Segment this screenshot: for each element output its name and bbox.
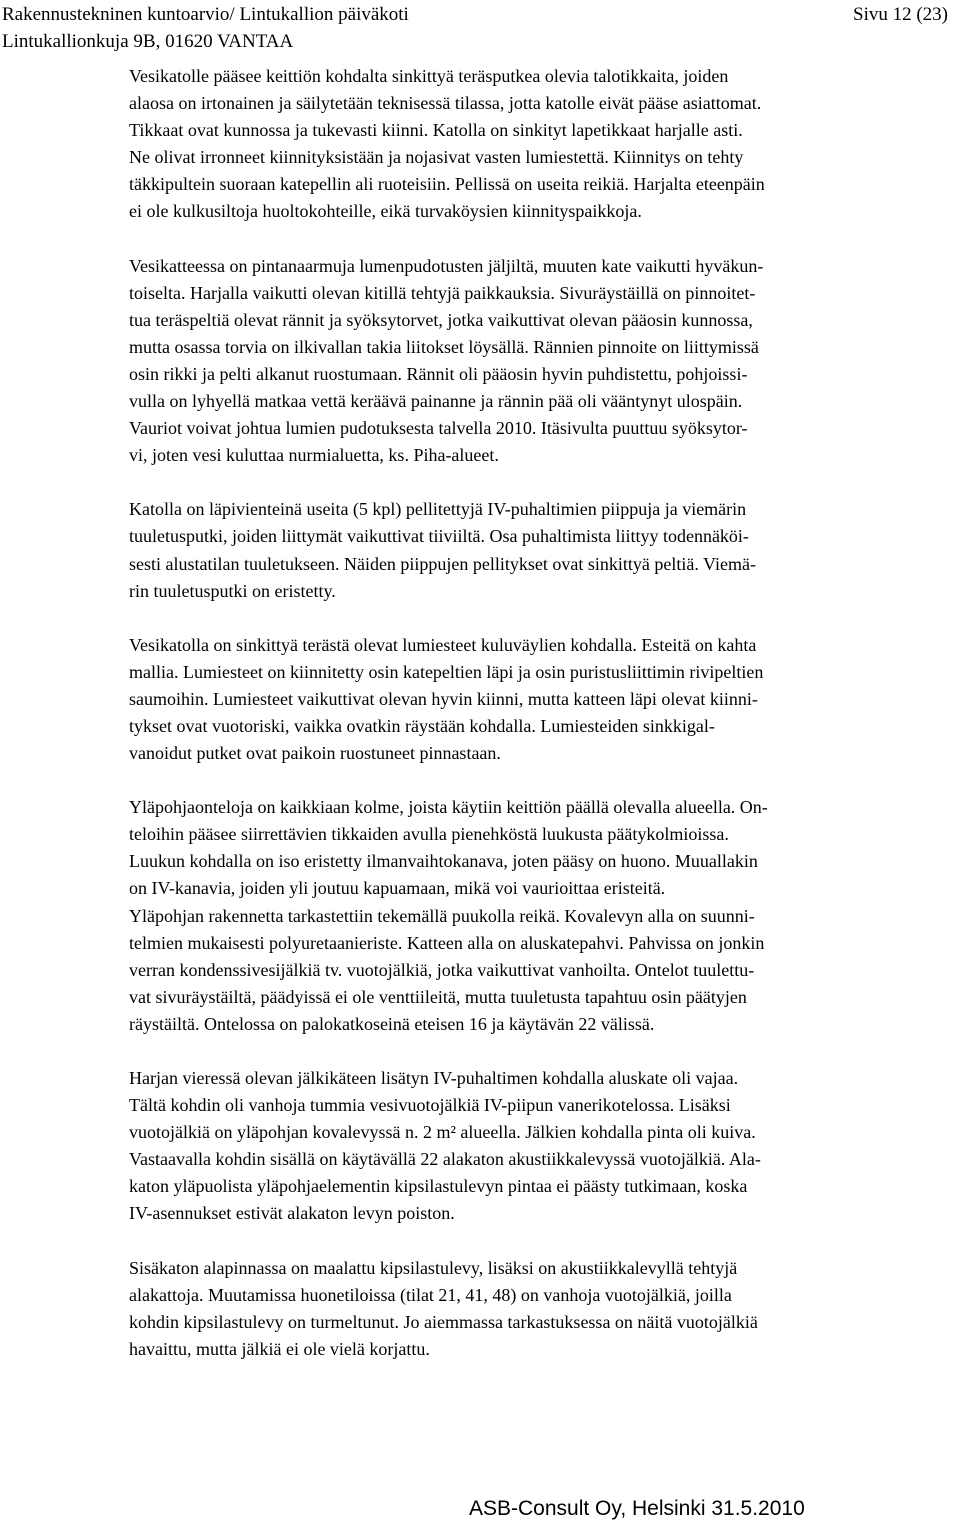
text-line: Vastaavalla kohdin sisällä on käytävällä 22 alakaton akustiikkalevyssä vuotojälkiä. Ala- [129,1149,761,1170]
text-line: teloihin pääsee siirrettävien tikkaiden avulla pienehköstä luukusta päätykolmioissa. [129,824,729,845]
text-line: saumoihin. Lumiesteet vaikuttivat olevan hyvin kiinni, mutta katteen läpi olevat kiinni- [129,688,758,709]
text-line: vulla on lyhyellä matkaa vettä keräävä painanne ja rännin pää oli vääntynyt ulospäin. [129,391,743,412]
text-line: Yläpohjan rakennetta tarkastettiin tekemällä puukolla reikä. Kovalevyn alla on suunni- [129,905,755,926]
paragraph [129,632,929,767]
text-line: vi, joten vesi kuluttaa nurmialuetta, ks. Piha-alueet. [129,445,499,466]
paragraph [129,794,929,1038]
text-line: täkkipultein suoraan katepellin ali ruoteisiin. Pellissä on useita reikiä. Harjalta eteenpäin [129,174,765,195]
text-line: telmien mukaisesti polyuretaanieriste. Katteen alla on aluskatepahvi. Pahvissa on jonkin [129,932,765,953]
text-line: Harjan vieressä olevan jälkikäteen lisätyn IV-puhaltimen kohdalla aluskate oli vajaa. [129,1068,739,1088]
text-line: vanoidut putket ovat paikoin ruostuneet pinnastaan. [129,743,501,764]
text-line: sesti alustatilan tuuletukseen. Näiden piippujen pellitykset ovat sinkittyä peltiä. Viemä- [129,553,756,574]
text-line: Luukun kohdalla on iso eristetty ilmanvaihtokanava, joten pääsy on huono. Muuallakin [129,851,758,872]
text-line: toiselta. Harjalla vaikutti olevan kitillä tehtyjä paikkauksia. Sivuräystäillä on pinnoitet- [129,282,756,303]
text-line: tykset ovat vuotoriski, vaikka ovatkin räystään kohdalla. Lumiesteiden sinkkigal- [129,715,715,736]
text-line: Vesikatolla on sinkittyä terästä olevat lumiesteet kuluväylien kohdalla. Esteitä on kahta [129,634,757,655]
text-line: mutta osassa torvia on ilkivallan takia liitokset löysällä. Rännien pinnoite on liittymissä [129,336,759,357]
text-line: katon yläpuolista yläpohjaelementin kipsilastulevyn pintaa ei päästy tutkimaan, koska [129,1176,748,1197]
page-header [0,0,960,54]
text-line: mallia. Lumiesteet on kiinnitetty osin katepeltien läpi ja osin puristusliittimin rivipeltien [129,661,764,682]
paragraph [129,496,929,604]
text-line: alaosa on irtonainen ja säilytetään teknisessä tilassa, jotta katolle eivät pääse asiattomat. [129,93,762,114]
text-line: ei ole kulkusiltoja huoltokohteille, eikä turvaköysien kiinnityspaikkoja. [129,201,642,222]
text-line: kohdin kipsilastulevy on turmeltunut. Jo aiemmassa tarkastuksessa on näitä vuotojälkiä [129,1311,758,1332]
paragraph [129,253,929,470]
text-line: alakattoja. Muutamissa huonetiloissa (tilat 21, 41, 48) on vanhoja vuotojälkiä, joilla [129,1284,732,1305]
text-line: Ne olivat irronneet kiinnityksistään ja nojasivat vasten lumiestettä. Kiinnitys on tehty [129,147,744,168]
text-line: vat sivuräystäiltä, päädyissä ei ole venttiileitä, mutta tuuletusta tapahtuu osin päätyjen [129,986,747,1007]
header-left [2,1,409,55]
text-line: Tältä kohdin oli vanhoja tummia vesivuotojälkiä IV-piipun vanerikotelossa. Lisäksi [129,1095,731,1116]
text-line: on IV-kanavia, joiden yli joutuu kapuamaan, mikä voi vaurioittaa eristeitä. [129,878,666,899]
page-number: Sivu 12 (23) [853,4,948,25]
text-line: vuotojälkiä on yläpohjan kovalevyssä n. 2 m² alueella. Jälkien kohdalla pinta oli kuiva. [129,1122,756,1143]
text-line: Sisäkaton alapinnassa on maalattu kipsilastulevy, lisäksi on akustiikkalevyllä tehtyjä [129,1257,738,1278]
text-line: Vesikatolle pääsee keittiön kohdalta sinkittyä teräsputkea olevia talotikkaita, joiden [129,66,729,86]
paragraph [129,1065,929,1228]
text-line: verran kondenssivesijälkiä tv. vuotojälkiä, jotka vaikuttivat vanhoilta. Ontelot tuulettu- [129,959,755,980]
paragraph [129,1255,929,1363]
document-address: Lintukallionkuja 9B, 01620 VANTAA [2,31,294,52]
text-line: tua teräspeltiä olevat rännit ja syöksytorvet, jotka vaikuttivat olevan pääosin kunnossa, [129,309,753,330]
text-line: Yläpohjaonteloja on kaikkiaan kolme, joista käytiin keittiön päällä olevalla alueella. On- [129,797,768,818]
page-footer: ASB-Consult Oy, Helsinki 31.5.2010 [469,1497,805,1520]
text-line: osin rikki ja pelti alkanut ruostumaan. Rännit oli pääosin hyvin puhdistettu, pohjoissi- [129,363,748,384]
text-line: Vesikatteessa on pintanaarmuja lumenpudotusten jäljiltä, muuten kate vaikutti hyväkun- [129,255,764,276]
text-line: tuuletusputki, joiden liittymät vaikuttivat tiiviiltä. Osa puhaltimista liittyy todennäköi- [129,526,749,547]
text-line: räystäiltä. Ontelossa on palokatkoseinä eteisen 16 ja käytävän 22 välissä. [129,1013,655,1034]
text-line: Tikkaat ovat kunnossa ja tukevasti kiinni. Katolla on sinkityt lapetikkaat harjalle asti. [129,120,743,141]
paragraph [129,63,929,226]
document-title: Rakennustekninen kuntoarvio/ Lintukallion päiväkoti [2,4,409,25]
text-line: havaittu, mutta jälkiä ei ole vielä korjattu. [129,1338,430,1359]
document-body [129,63,929,1390]
text-line: IV-asennukset estivät alakaton levyn poiston. [129,1203,455,1224]
text-line: Katolla on läpivienteinä useita (5 kpl) pellitettyjä IV-puhaltimien piippuja ja viemärin [129,499,747,520]
text-line: Vauriot voivat johtua lumien pudotuksesta talvella 2010. Itäsivulta puuttuu syöksytor- [129,418,748,439]
text-line: rin tuuletusputki on eristetty. [129,580,336,601]
